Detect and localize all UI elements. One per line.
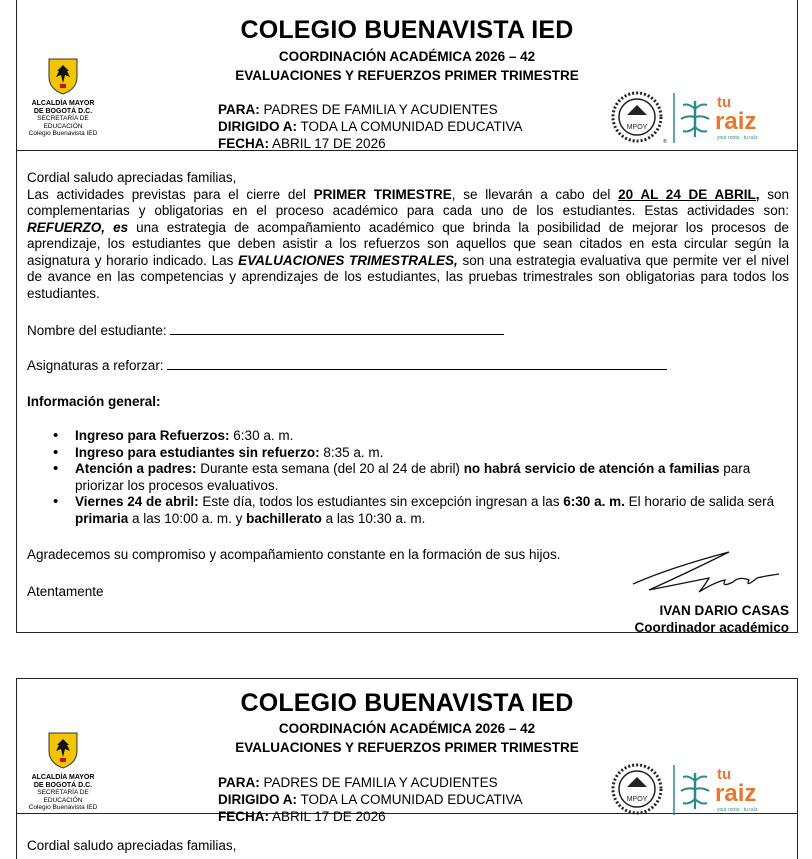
- bogota-crest: [27, 57, 99, 138]
- dirigido-label: DIRIGIDO A:: [218, 119, 297, 134]
- info-list: [27, 428, 789, 527]
- crest-line-3: SECRETARÍA DE EDUCACIÓN: [37, 115, 89, 130]
- intro-paragraph: Las actividades previstas para el cierre del PRIMER TRIMESTRE, se llevarán a cabo del 20 AL 24 DE ABRIL, son complementarias y obligatorias en el proceso académico para cada uno de los estudiantes. Estas actividades son: REFUERZO, es una estrategia de acompañamiento académico que brinda la posibilidad de mejorar los procesos de aprendizaje, los estudiantes que deben asistir a los refuerzos son aquellos que sean citados en esta circular según la asignatura y horario indicado. Las EVALUACIONES TRIMESTRALES, son una estrategia evaluativa que permite ver el nivel de avance en las competencias y aprendizajes de los estudiantes, las pruebas trimestrales son obligatorias para todos los estudiantes.: [27, 186, 789, 301]
- subject-line-2: EVALUACIONES Y REFUERZOS PRIMER TRIMESTRE: [235, 740, 579, 755]
- coordination-line: COORDINACIÓN ACADÉMICA 2026 – 42: [278, 49, 536, 64]
- circular-page-2: [16, 678, 798, 859]
- subjects-label: Asignaturas a reforzar:: [27, 358, 164, 373]
- signer-name: IVAN DARIO CASAS: [659, 603, 789, 618]
- mpoy-seal-icon: [613, 93, 661, 141]
- signer-role: Coordinador académico: [634, 620, 789, 635]
- sign-off: Atentamente: [27, 584, 104, 599]
- coat-of-arms-icon: [46, 731, 80, 769]
- signature-graphic: [629, 548, 789, 604]
- dirigido-value: TODA LA COMUNIDAD EDUCATIVA: [300, 119, 523, 134]
- info-title: Información general:: [27, 394, 161, 409]
- circular-page-1: [16, 0, 798, 633]
- coat-of-arms-icon: [46, 57, 80, 95]
- dirigido-value: TODA LA COMUNIDAD EDUCATIVA: [300, 792, 523, 807]
- tu-raiz-tree-icon: [681, 101, 709, 137]
- crest-line-4: Colegio Buenavista IED: [28, 130, 98, 137]
- recipient-block-2: [218, 774, 523, 825]
- institution-logos: [611, 87, 791, 157]
- recipient-block: [218, 101, 523, 152]
- school-title: COLEGIO BUENAVISTA IED: [240, 16, 574, 44]
- crest-line-1: ALCALDÍA MAYOR: [31, 100, 95, 107]
- brand-tu: tu: [717, 94, 732, 111]
- para-label: PARA:: [218, 775, 260, 790]
- crest-line-2: DE BOGOTÁ D.C.: [33, 107, 93, 115]
- brand-tagline: your roots · tu raíz: [717, 135, 758, 141]
- greeting: Cordial saludo apreciadas familias,: [27, 170, 237, 185]
- bogota-crest-2: [27, 731, 99, 812]
- brand-raiz: raiz: [715, 108, 757, 135]
- fecha-label: FECHA:: [218, 809, 269, 824]
- para-value: PADRES DE FAMILIA Y ACUDIENTES: [263, 102, 498, 117]
- fecha-value: ABRIL 17 DE 2026: [272, 809, 386, 824]
- svg-text:®: ®: [663, 139, 667, 145]
- subjects-field[interactable]: [167, 357, 667, 370]
- para-label: PARA:: [218, 102, 260, 117]
- letter-body: [27, 170, 789, 302]
- brand-tu: tu: [717, 766, 732, 783]
- student-name-row: [27, 322, 789, 340]
- brand-raiz: raiz: [715, 780, 757, 807]
- tu-raiz-tree-icon: [681, 773, 709, 809]
- school-title-2: COLEGIO BUENAVISTA IED: [240, 689, 574, 717]
- institution-logos-2: [611, 759, 791, 829]
- crest-line-1: ALCALDÍA MAYOR: [31, 774, 95, 781]
- crest-line-3: SECRETARÍA DE EDUCACIÓN: [37, 789, 89, 804]
- subject-line: EVALUACIONES Y REFUERZOS PRIMER TRIMESTRE: [235, 68, 579, 83]
- para-value: PADRES DE FAMILIA Y ACUDIENTES: [263, 775, 498, 790]
- signer-block: [634, 602, 789, 636]
- seal-text: MPOY: [626, 124, 648, 131]
- crest-line-4: Colegio Buenavista IED: [28, 804, 98, 811]
- logos-svg: [611, 759, 791, 821]
- list-item: • Ingreso para estudiantes sin refuerzo: 8:35 a. m.: [75, 445, 789, 462]
- list-item: • Viernes 24 de abril: Este día, todos los estudiantes sin excepción ingresan a las 6:30 a. m. El horario de salida será primaria a las 10:00 a. m. y bachillerato a las 10:30 a. m.: [75, 494, 789, 527]
- letterhead-2: [17, 679, 797, 824]
- greeting-2: Cordial saludo apreciadas familias,: [27, 838, 237, 853]
- student-name-field[interactable]: [170, 322, 504, 335]
- mpoy-seal-icon: [613, 765, 661, 813]
- closing-line: Agradecemos su compromiso y acompañamiento constante en la formación de sus hijos.: [27, 547, 561, 562]
- student-name-label: Nombre del estudiante:: [27, 323, 167, 338]
- list-item: • Atención a padres: Durante esta semana (del 20 al 24 de abril) no habrá servicio de atención a familias para priorizar los procesos evaluativos.: [75, 461, 789, 494]
- dirigido-label: DIRIGIDO A:: [218, 792, 297, 807]
- brand-tagline: your roots · tu raíz: [717, 807, 758, 813]
- fecha-label: FECHA:: [218, 136, 269, 151]
- letterhead: [17, 0, 797, 151]
- list-item: • Ingreso para Refuerzos: 6:30 a. m.: [75, 428, 789, 445]
- subjects-row: [27, 357, 789, 375]
- seal-text: MPOY: [626, 796, 648, 803]
- coordination-line-2: COORDINACIÓN ACADÉMICA 2026 – 42: [278, 721, 536, 736]
- crest-line-2: DE BOGOTÁ D.C.: [33, 781, 93, 789]
- fecha-value: ABRIL 17 DE 2026: [272, 136, 386, 151]
- logos-svg: [611, 87, 791, 149]
